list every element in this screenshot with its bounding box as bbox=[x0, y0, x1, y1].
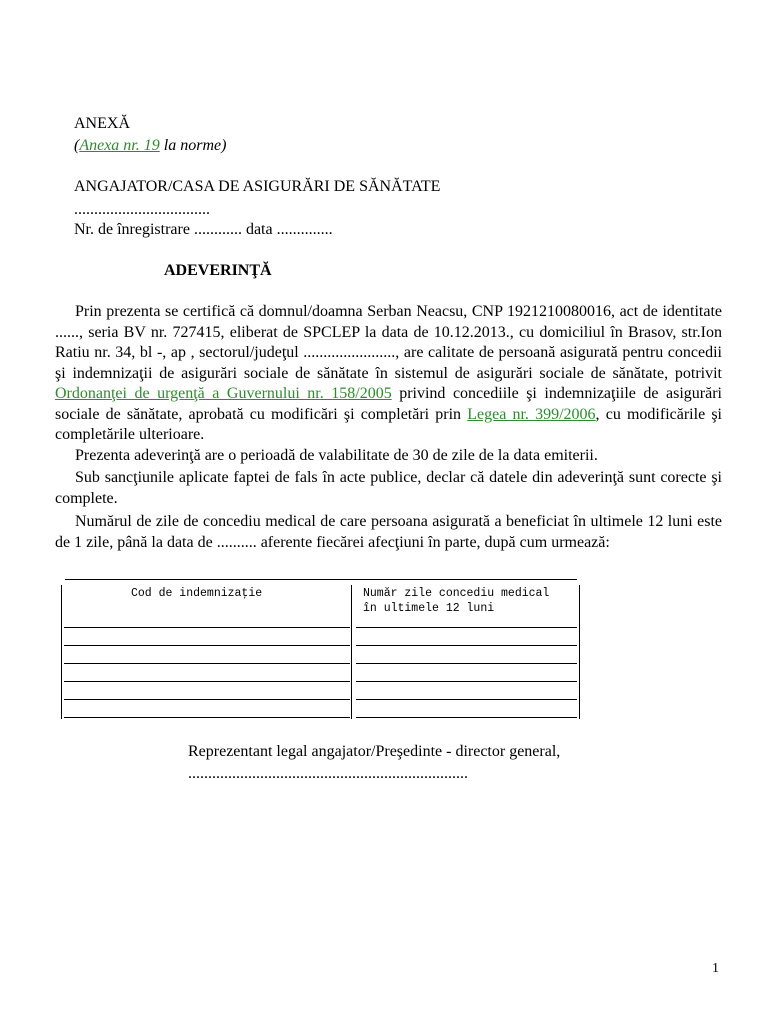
signature-title: Reprezentant legal angajator/Preşedinte - director general, bbox=[188, 743, 561, 760]
law-link[interactable]: Legea nr. 399/2006 bbox=[467, 405, 596, 423]
paragraph-text: Prezenta adeverinţă are o perioadă de valabilitate de 30 de zile de la data emiterii. bbox=[75, 447, 598, 464]
employer-line: ANGAJATOR/CASA DE ASIGURĂRI DE SĂNĂTATE bbox=[74, 178, 441, 195]
table-header-bottom bbox=[356, 627, 577, 628]
annex-title: ANEXĂ bbox=[74, 115, 130, 132]
header-leave-days-line2: în ultimele 12 luni bbox=[363, 602, 495, 615]
table-row bbox=[64, 699, 350, 700]
table-row bbox=[356, 699, 577, 700]
header-indemnity-code: Cod de indemnizaţie bbox=[131, 587, 263, 600]
table-row bbox=[64, 663, 350, 664]
paragraph-validity bbox=[55, 446, 722, 467]
table-row bbox=[64, 645, 350, 646]
paragraph-text: Numărul de zile de concediu medical de care persoana asigurată a beneficiat în ultimele 12 luni este de 1 zile, până la data de .......... aferente fiecărei afecţiuni în parte, după cum urmează: bbox=[55, 513, 722, 551]
table-right-border bbox=[579, 585, 580, 719]
table-row bbox=[356, 663, 577, 664]
table-header-bottom bbox=[64, 627, 350, 628]
table-top-border bbox=[65, 579, 577, 580]
annex-link[interactable]: Anexa nr. 19 bbox=[79, 137, 160, 154]
paragraph-text: privind concediile şi indemnizaţiile de asigurări sociale de sănătate, aprobată cu modificări şi completări prin bbox=[55, 385, 723, 423]
header-leave-days-line1: Număr zile concediu medical bbox=[363, 587, 550, 600]
paragraph-text: , cu modificările şi completările ulterioare. bbox=[55, 405, 723, 443]
table-left-border bbox=[61, 585, 62, 719]
employer-dots: .................................. bbox=[74, 201, 210, 218]
page-number: 1 bbox=[712, 961, 719, 976]
paragraph-certification bbox=[55, 302, 722, 446]
paragraph-sick-leave-days bbox=[55, 512, 722, 553]
table-row bbox=[356, 681, 577, 682]
paragraph-text: Prin prezenta se certifică că domnul/doamna Serban Neacsu, CNP 1921210080016, act de identitate ......, seria BV nr. 727415, eliberat de SPCLEP la data de 10.12.2013., cu domiciliul în Brasov, str.Ion Ratiu nr. 34, bl -, ap , sectorul/judeţul ......................., are calitate de persoană asigurată pentru concedii şi indemnizaţii de asigurări sociale de sănătate în sistemul de asigurări sociale de sănătate, potrivit bbox=[55, 303, 722, 382]
table-row bbox=[64, 681, 350, 682]
sick-leave-table bbox=[59, 575, 585, 721]
signature-dots: ...................................................................... bbox=[188, 765, 468, 782]
annex-ref-open: ( bbox=[74, 137, 80, 154]
paragraph-text: Sub sancţiunile aplicate faptei de fals în acte publice, declar că datele din adeverinţă sunt corecte şi complete. bbox=[55, 469, 722, 507]
ordinance-link[interactable]: Ordonanţei de urgenţă a Guvernului nr. 158/2005 bbox=[55, 385, 392, 402]
table-row bbox=[356, 717, 577, 718]
paragraph-declaration bbox=[55, 468, 722, 509]
registration-line: Nr. de înregistrare ............ data .............. bbox=[74, 221, 333, 238]
document-title: ADEVERINŢĂ bbox=[164, 262, 272, 279]
annex-ref-rest: la norme) bbox=[159, 137, 227, 154]
annex-reference bbox=[74, 136, 226, 156]
table-row bbox=[64, 717, 350, 718]
table-row bbox=[356, 645, 577, 646]
signature-block bbox=[188, 741, 560, 785]
table-column-divider bbox=[351, 585, 352, 719]
